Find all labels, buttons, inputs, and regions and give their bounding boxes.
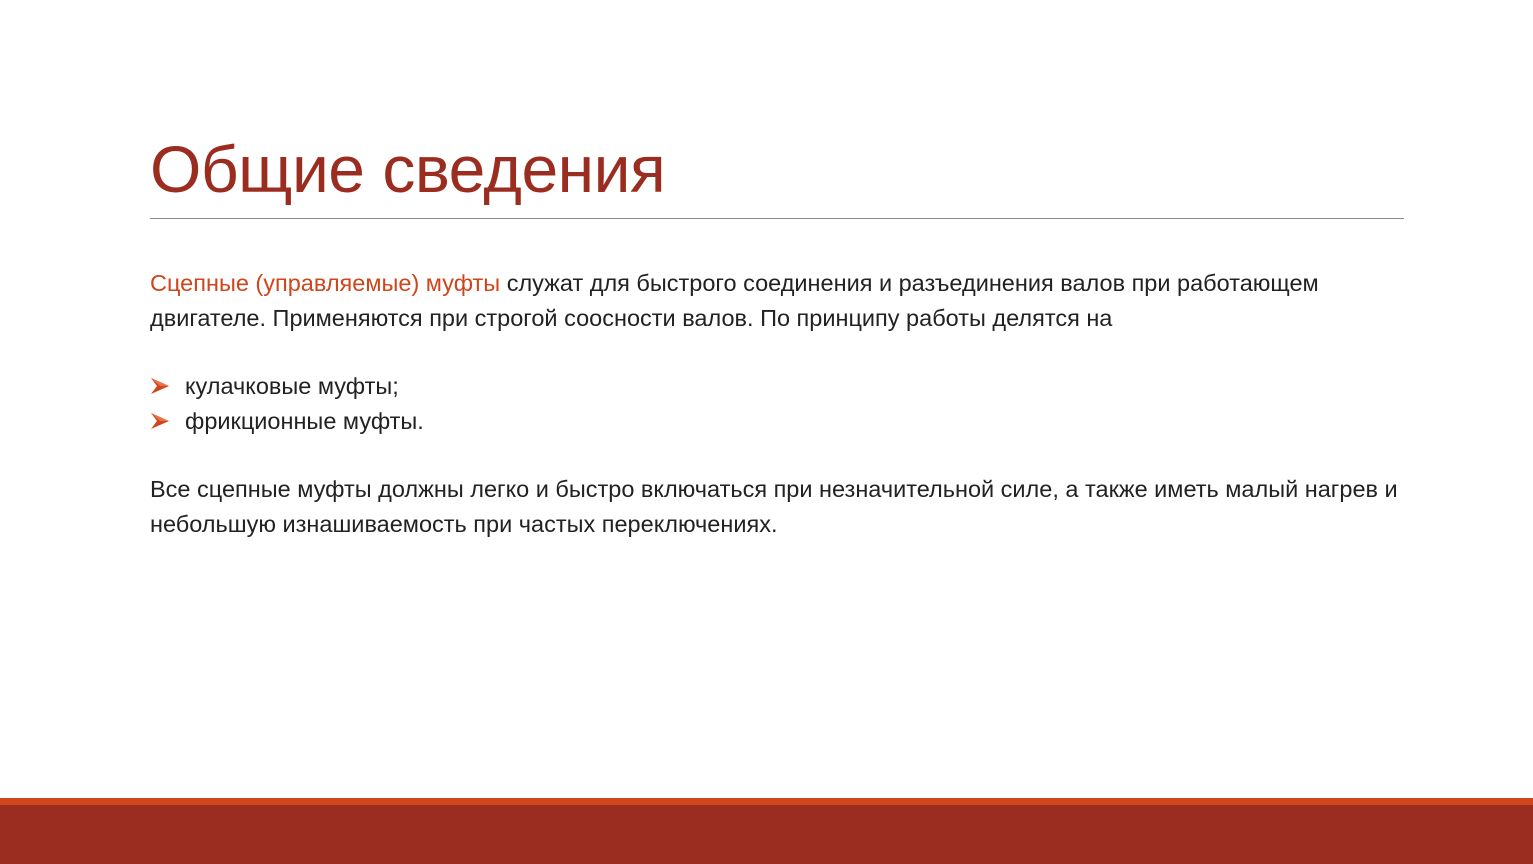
bullet-text: кулачковые муфты;	[185, 373, 399, 399]
intro-highlight: Сцепные (управляемые) муфты	[150, 270, 501, 296]
chevron-arrow-icon	[150, 377, 170, 395]
bullet-list	[150, 369, 1410, 438]
intro-text: служат для быстрого соединения и разъединения валов при работающем двигателе. Применяются при строгой соосности валов. По принципу работы делятся на	[150, 270, 1319, 331]
intro-paragraph	[150, 266, 1410, 335]
slide-title: Общие сведения	[150, 132, 666, 206]
list-item	[150, 404, 1410, 439]
bullet-text: фрикционные муфты.	[185, 407, 424, 434]
footer-stripe	[0, 798, 1533, 805]
title-divider	[150, 218, 1404, 219]
conclusion-paragraph: Все сцепные муфты должны легко и быстро включаться при незначительной силе, а также иметь малый нагрев и небольшую изнашиваемость при частых переключениях.	[150, 476, 1398, 537]
chevron-arrow-icon	[150, 412, 170, 430]
footer-bar	[0, 805, 1533, 864]
slide-body	[150, 266, 1410, 541]
list-item	[150, 369, 1410, 404]
